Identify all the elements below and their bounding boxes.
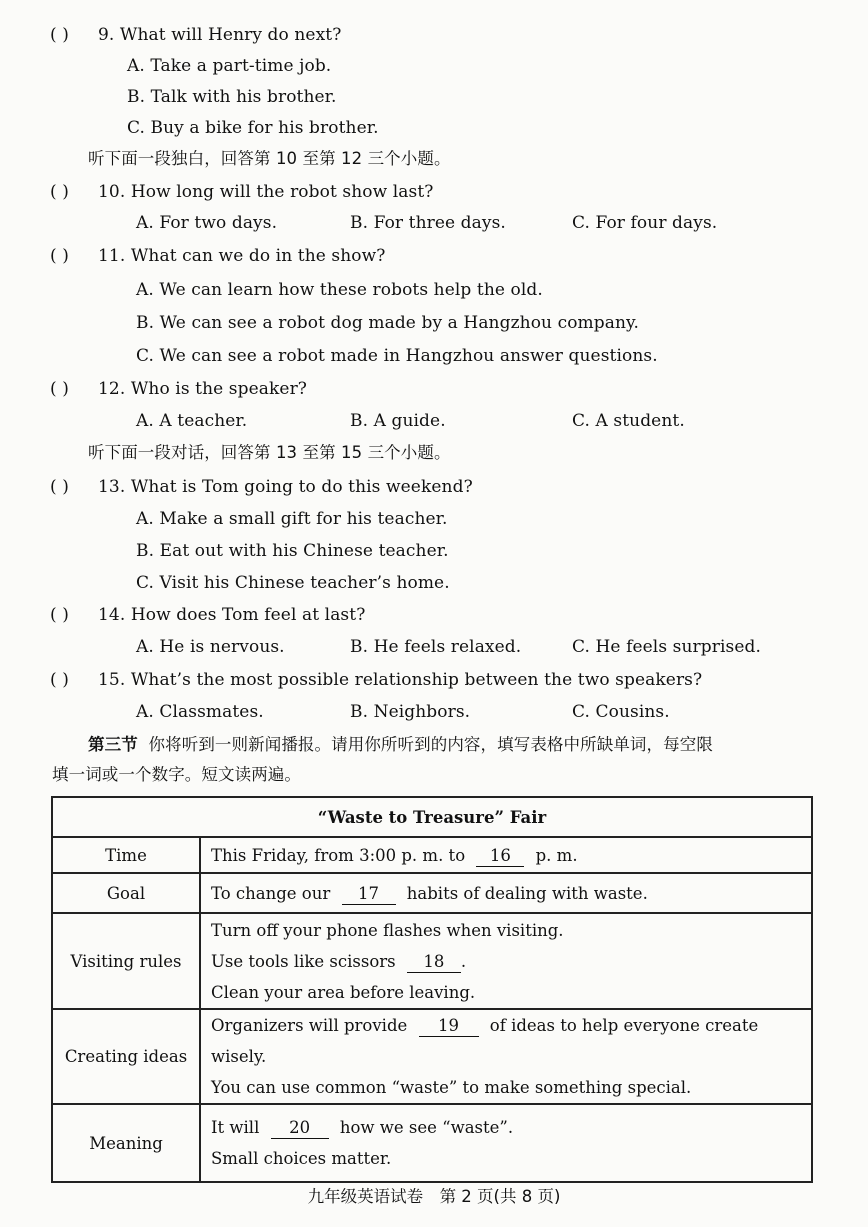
table-row xyxy=(52,797,812,837)
option-b: B. Talk with his brother. xyxy=(127,87,337,107)
option-c: C. He feels surprised. xyxy=(572,637,761,657)
option-b: B. We can see a robot dog made by a Hangzhou company. xyxy=(136,313,639,333)
answer-paren[interactable]: ( ) xyxy=(50,246,69,266)
row-content-ideas: Organizers will provide 19 of ideas to help everyone create wisely. You can use common “waste” to make something special. xyxy=(200,1009,812,1104)
table-row xyxy=(52,837,812,873)
option-a: A. He is nervous. xyxy=(136,637,285,657)
row-content-time: This Friday, from 3:00 p. m. to 16 p. m. xyxy=(200,837,812,873)
answer-paren[interactable]: ( ) xyxy=(50,605,69,625)
option-c: C. Cousins. xyxy=(572,702,670,722)
table-title: “Waste to Treasure” Fair xyxy=(52,797,812,837)
row-label-rules: Visiting rules xyxy=(52,913,200,1009)
row-label-meaning: Meaning xyxy=(52,1104,200,1182)
answer-paren[interactable]: ( ) xyxy=(50,670,69,690)
instruction-dialogue: 听下面一段对话，回答第 13 至第 15 三个小题。 xyxy=(88,443,451,462)
blank-20[interactable]: 20 xyxy=(271,1118,329,1139)
row-label-time: Time xyxy=(52,837,200,873)
question-text: 10. How long will the robot show last? xyxy=(98,182,434,202)
option-a: A. A teacher. xyxy=(136,411,248,431)
blank-17[interactable]: 17 xyxy=(342,884,396,905)
option-b: B. Eat out with his Chinese teacher. xyxy=(136,541,449,561)
question-text: 12. Who is the speaker? xyxy=(98,379,308,399)
table-row xyxy=(52,1104,812,1182)
row-content-meaning: It will 20 how we see “waste”. Small choices matter. xyxy=(200,1104,812,1182)
answer-paren[interactable]: ( ) xyxy=(50,182,69,202)
table-row xyxy=(52,913,812,1009)
answer-paren[interactable]: ( ) xyxy=(50,25,69,45)
option-b: B. Neighbors. xyxy=(350,702,471,722)
option-b: B. A guide. xyxy=(350,411,446,431)
option-a: A. Take a part-time job. xyxy=(127,56,332,76)
question-text: 15. What’s the most possible relationship between the two speakers? xyxy=(98,670,703,690)
section-3-line-1: 你将听到一则新闻播报。请用你所听到的内容，填写表格中所缺单词，每空限 xyxy=(148,735,713,754)
answer-paren[interactable]: ( ) xyxy=(50,477,69,497)
option-b: B. For three days. xyxy=(350,213,506,233)
option-c: C. A student. xyxy=(572,411,685,431)
section-3-title: 第三节 xyxy=(88,735,138,754)
blank-19[interactable]: 19 xyxy=(419,1016,479,1037)
question-text: 13. What is Tom going to do this weekend? xyxy=(98,477,473,497)
blank-18[interactable]: 18 xyxy=(407,952,461,973)
row-content-rules: Turn off your phone flashes when visiting. Use tools like scissors 18 . Clean your area before leaving. xyxy=(200,913,812,1009)
row-label-goal: Goal xyxy=(52,873,200,913)
table-row xyxy=(52,873,812,913)
option-c: C. We can see a robot made in Hangzhou answer questions. xyxy=(136,346,658,366)
section-3-instruction xyxy=(88,734,713,756)
instruction-monologue: 听下面一段独白，回答第 10 至第 12 三个小题。 xyxy=(88,149,451,168)
option-b: B. He feels relaxed. xyxy=(350,637,522,657)
row-label-ideas: Creating ideas xyxy=(52,1009,200,1104)
option-c: C. For four days. xyxy=(572,213,718,233)
row-content-goal: To change our 17 habits of dealing with waste. xyxy=(200,873,812,913)
option-a: A. For two days. xyxy=(136,213,278,233)
section-3-line-2: 填一词或一个数字。短文读两遍。 xyxy=(52,765,301,784)
question-text: 14. How does Tom feel at last? xyxy=(98,605,366,625)
question-text: 11. What can we do in the show? xyxy=(98,246,386,266)
answer-paren[interactable]: ( ) xyxy=(50,379,69,399)
page-footer: 九年级英语试卷 第 2 页(共 8 页) xyxy=(307,1187,561,1206)
blank-16[interactable]: 16 xyxy=(476,846,524,867)
question-text: 9. What will Henry do next? xyxy=(98,25,342,45)
option-c: C. Visit his Chinese teacher’s home. xyxy=(136,573,450,593)
table-row xyxy=(52,1009,812,1104)
option-a: A. We can learn how these robots help the old. xyxy=(136,280,543,300)
fair-table xyxy=(51,796,813,1183)
option-c: C. Buy a bike for his brother. xyxy=(127,118,379,138)
option-a: A. Classmates. xyxy=(136,702,264,722)
option-a: A. Make a small gift for his teacher. xyxy=(136,509,448,529)
